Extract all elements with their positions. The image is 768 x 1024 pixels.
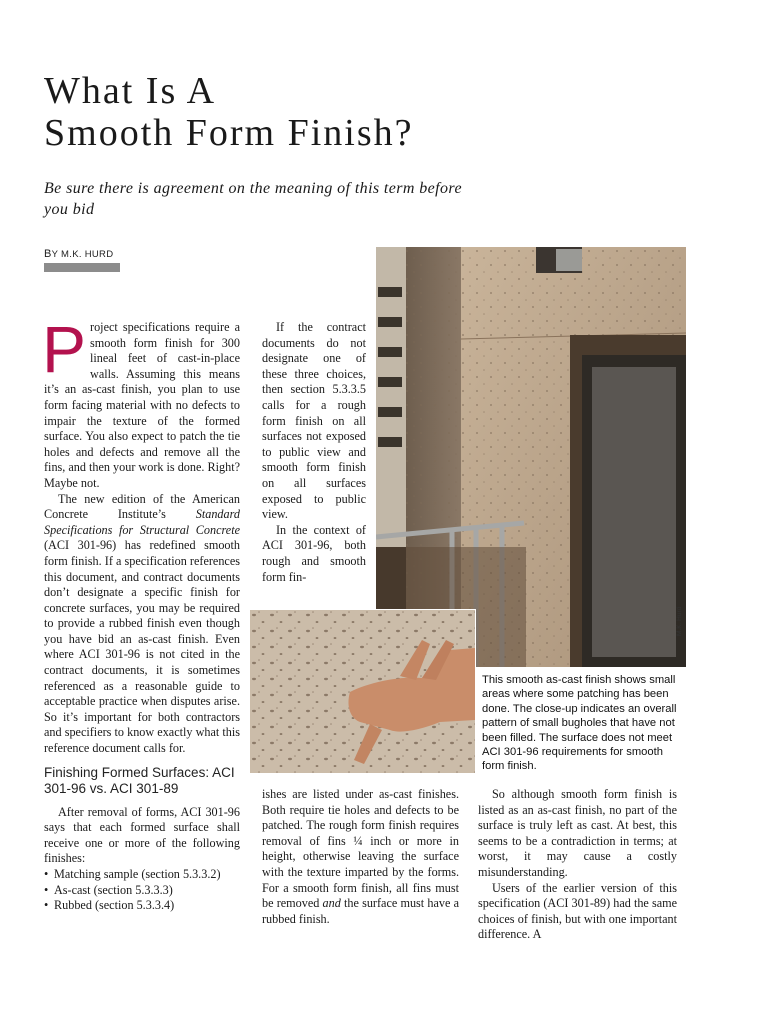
- finish-list: [44, 867, 240, 914]
- paragraph-5-cont-b: the surface must have a rubbed finish.: [262, 896, 459, 926]
- paragraph-6: So although smooth form finish is listed as an as-cast finish, no part of the surface is truly left as cast. At best, this seems to be a contradiction in terms; at worst, it may cause a costly misunderstanding.: [478, 787, 677, 879]
- drop-cap: P: [42, 312, 87, 386]
- paragraph-2-text-a: The new edition of the American Concrete Institute’s: [44, 491, 240, 522]
- title-line-1: What Is A: [44, 70, 217, 112]
- paragraph-1: [42, 312, 240, 492]
- photo-credit: M.K. Hurd: [676, 606, 683, 636]
- paragraph-5-cont-a: ishes are listed under as-cast finishes. Both require tie holes and defects to be patched. The rough form finish requires removal of fins ¼ inch or more in height, otherwise leaving the surface with the texture imparted by the forms. For a smooth form finish, all fins must be removed: [262, 787, 459, 911]
- paragraph-4: If the contract documents do not designate one of these three choices, then section 5.3.3.5 calls for a rough form finish on all surfaces not exposed to public view and smooth form finish on all surfaces exposed to public view.: [262, 320, 366, 522]
- column-2-upper: [262, 320, 366, 585]
- figure-caption: This smooth as-cast finish shows small areas where some patching has been done. The close-up indicates an overall pattern of small bugholes that have not been filled. The surface does not meet ACI 301-96 requirements for smooth form finish.: [482, 674, 677, 773]
- byline-prefix: B: [44, 248, 52, 260]
- list-item: • Rubbed (section 5.3.3.4): [44, 898, 240, 914]
- byline-divider: [44, 263, 120, 272]
- closeup-photo: [249, 609, 476, 774]
- paragraph-1-text: roject specifications require a smooth form finish for 300 lineal feet of cast-in-place walls. Assuming this means it’s an as-cast finish, you plan to use form facing material with no defects to impair the texture of the formed surface. You also expect to patch the tie holes and defects and remove all the fins, and then your work is done. Right? Maybe not.: [44, 320, 240, 490]
- list-item: • Matching sample (section 5.3.3.2): [44, 867, 240, 883]
- paragraph-3: After removal of forms, ACI 301-96 says that each formed surface shall receive one or more of the following finishes:: [44, 804, 240, 866]
- concrete-wall-image: [376, 247, 686, 667]
- article-subtitle: Be sure there is agreement on the meaning of this term before you bid: [44, 180, 462, 218]
- paragraph-2: [44, 492, 240, 757]
- column-3: [478, 787, 677, 943]
- column-2-lower: [262, 787, 459, 927]
- hand-on-concrete-image: [250, 610, 475, 773]
- building-photo: [376, 247, 686, 667]
- column-1: [42, 312, 240, 914]
- paragraph-5-continued: [262, 787, 459, 927]
- paragraph-2-text-b: (ACI 301-96) has redefined smooth form finish. If a specification references this document, and contract documents don’t designate a specific finish for concrete surfaces, you may be required to provide a rubbed finish even though you have bid an as-cast finish. Even where ACI 301-96 is not cited in the contract documents, it is sometimes referenced as a reasonable guide to acceptable practice when disputes arise. So it’s important for both contractors and specifiers to know exactly what this reference document calls for.: [44, 538, 240, 756]
- byline-rest: Y M.K. HURD: [51, 249, 114, 260]
- article-title: [44, 70, 604, 154]
- section-subhead: Finishing Formed Surfaces: ACI 301-96 vs. ACI 301-89: [44, 764, 235, 796]
- emphasis-and: and: [322, 896, 341, 911]
- paragraph-7: Users of the earlier version of this specification (ACI 301-89) had the same choices of finish, but with one important difference. A: [478, 880, 677, 942]
- publication-title: Standard Specifications for Structural Concrete: [44, 507, 240, 537]
- list-item: • As-cast (section 5.3.3.3): [44, 883, 240, 899]
- byline: [44, 248, 113, 260]
- paragraph-5: In the context of ACI 301-96, both rough and smooth form fin-: [262, 522, 366, 584]
- title-line-2: Smooth Form Finish?: [44, 112, 414, 154]
